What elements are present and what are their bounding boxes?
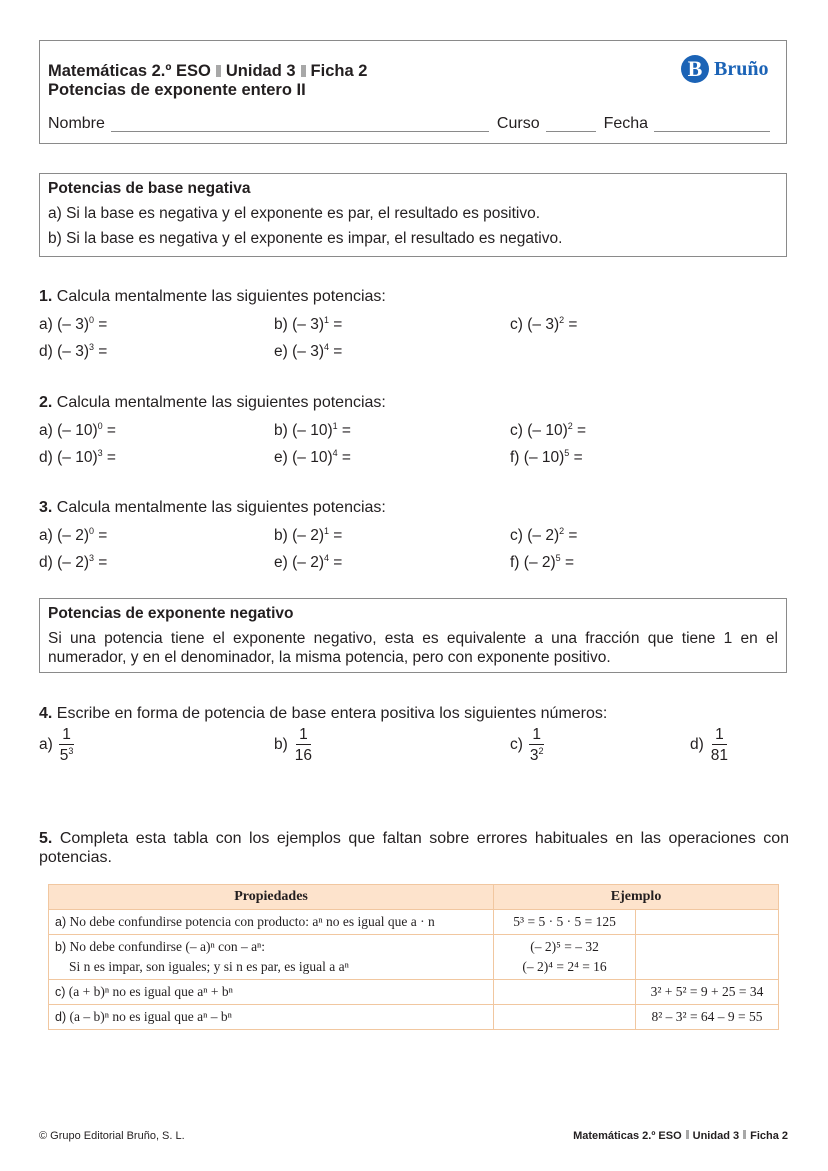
exercise-text: Calcula mentalmente las siguientes potencias: [56,499,386,516]
fraction: $\frac{1}{5^3}$ [59,726,74,764]
theory-box-negative-base [39,173,787,257]
exercise-3-item-f: f) (– 2)$^5$ = [510,553,575,571]
theory-text: Si una potencia tiene el exponente negativo, esta es equivalente a una fracción que tiene 1 en el numerador, y en el denominador, la misma potencia, pero con exponente positivo. [48,630,778,666]
theory-rule-b: b) Si la base es negativa y el exponente es impar, el resultado es negativo. [48,230,563,247]
exercise-4-item-a: a) $\frac{1}{5^3}$ [39,726,76,764]
exercise-text: Escribe en forma de potencia de base entera positiva los siguientes números: [56,705,608,722]
example-blank-cell[interactable] [636,935,779,980]
table-row [49,935,779,980]
exercise-2-item-d: d) (– 10)$^3$ = [39,448,116,466]
header-propiedades: Propiedades [49,885,494,910]
header-ejemplo: Ejemplo [494,885,779,910]
exercise-number: 4. [39,705,53,722]
separator-bar [216,65,221,77]
table-row [49,1005,779,1030]
property-cell: a) No debe confundirse potencia con producto: aⁿ no es igual que a · n [49,910,494,935]
logo-b-icon: B [681,55,709,83]
name-field[interactable] [111,117,489,132]
student-info-row [48,115,770,133]
exercise-text: Completa esta tabla con los ejemplos que faltan sobre errores habituales en las operaciones con potencias. [39,830,789,866]
exercise-3-item-c: c) (– 2)$^2$ = [510,526,578,544]
bruno-logo [681,55,768,83]
theory-title: Potencias de base negativa [48,180,251,197]
exercise-number: 1. [39,288,53,305]
property-cell: b) No debe confundirse (– a)ⁿ con – aⁿ: Si n es impar, son iguales; y si n es par, es igual a aⁿ [49,935,494,980]
example-blank-cell[interactable] [494,980,636,1005]
separator-bar [743,1130,746,1139]
example-cell: 8² – 3² = 64 – 9 = 55 [636,1005,779,1030]
exercise-1-item-e: e) (– 3)$^4$ = [274,342,343,360]
exercise-2-item-e: e) (– 10)$^4$ = [274,448,351,466]
exercise-number: 5. [39,830,53,847]
theory-title: Potencias de exponente negativo [48,605,294,622]
footer-copyright: © Grupo Editorial Bruño, S. L. [39,1130,185,1142]
exercise-2-item-b: b) (– 10)$^1$ = [274,421,351,439]
worksheet-subtitle: Potencias de exponente entero II [48,81,306,99]
fraction: $\frac{1}{3^2}$ [529,726,544,764]
exercise-number: 2. [39,394,53,411]
exercise-1-item-d: d) (– 3)$^3$ = [39,342,108,360]
exercise-5-statement [39,829,789,867]
exercise-2-statement [39,394,386,412]
exercise-1-statement [39,288,386,306]
worksheet-title [48,62,367,81]
property-cell: c) (a + b)ⁿ no es igual que aⁿ + bⁿ [49,980,494,1005]
exercise-4-item-b: b) $\frac{1}{16}$ [274,726,315,764]
footer-reference: Matemáticas 2.º ESO Unidad 3 Ficha 2 [573,1130,788,1142]
fraction: $\frac{1}{81}$ [710,726,729,764]
example-blank-cell[interactable] [494,1005,636,1030]
date-label: Fecha [603,115,649,132]
exercise-3-item-d: d) (– 2)$^3$ = [39,553,108,571]
exercise-text: Calcula mentalmente las siguientes potencias: [56,394,386,411]
exercise-number: 3. [39,499,53,516]
exercise-3-statement [39,499,386,517]
logo-text: Bruño [714,57,769,80]
table-header-row [49,885,779,910]
exercise-1-item-c: c) (– 3)$^2$ = [510,315,578,333]
example-cell: (– 2)⁵ = – 32 (– 2)⁴ = 2⁴ = 16 [494,935,636,980]
example-cell: 5³ = 5 · 5 · 5 = 125 [494,910,636,935]
sheet-label: Ficha 2 [310,62,368,80]
exercise-2-item-a: a) (– 10)$^0$ = [39,421,116,439]
exercise-text: Calcula mentalmente las siguientes potencias: [56,288,386,305]
exercise-4-item-c: c) $\frac{1}{3^2}$ [510,726,547,764]
theory-rule-a: a) Si la base es negativa y el exponente es par, el resultado es positivo. [48,205,540,222]
properties-table [48,884,779,1030]
unit-label: Unidad 3 [225,62,296,80]
name-label: Nombre [48,115,105,132]
example-cell: 3² + 5² = 9 + 25 = 34 [636,980,779,1005]
exercise-4-item-d: d) $\frac{1}{81}$ [690,726,731,764]
separator-bar [301,65,306,77]
exercise-4-statement [39,705,607,723]
course-field[interactable] [546,117,596,132]
separator-bar [686,1130,689,1139]
exercise-3-item-a: a) (– 2)$^0$ = [39,526,108,544]
property-cell: d) (a – b)ⁿ no es igual que aⁿ – bⁿ [49,1005,494,1030]
exercise-3-item-e: e) (– 2)$^4$ = [274,553,343,571]
theory-box-negative-exponent [39,598,787,673]
table-row [49,910,779,935]
example-blank-cell[interactable] [636,910,779,935]
date-field[interactable] [654,117,770,132]
exercise-3-item-b: b) (– 2)$^1$ = [274,526,343,544]
table-row [49,980,779,1005]
exercise-1-item-a: a) (– 3)$^0$ = [39,315,108,333]
subject-label: Matemáticas 2.º ESO [48,62,211,80]
exercise-2-item-f: f) (– 10)$^5$ = [510,448,583,466]
exercise-2-item-c: c) (– 10)$^2$ = [510,421,587,439]
fraction: $\frac{1}{16}$ [294,726,313,764]
exercise-1-item-b: b) (– 3)$^1$ = [274,315,343,333]
course-label: Curso [496,115,540,132]
